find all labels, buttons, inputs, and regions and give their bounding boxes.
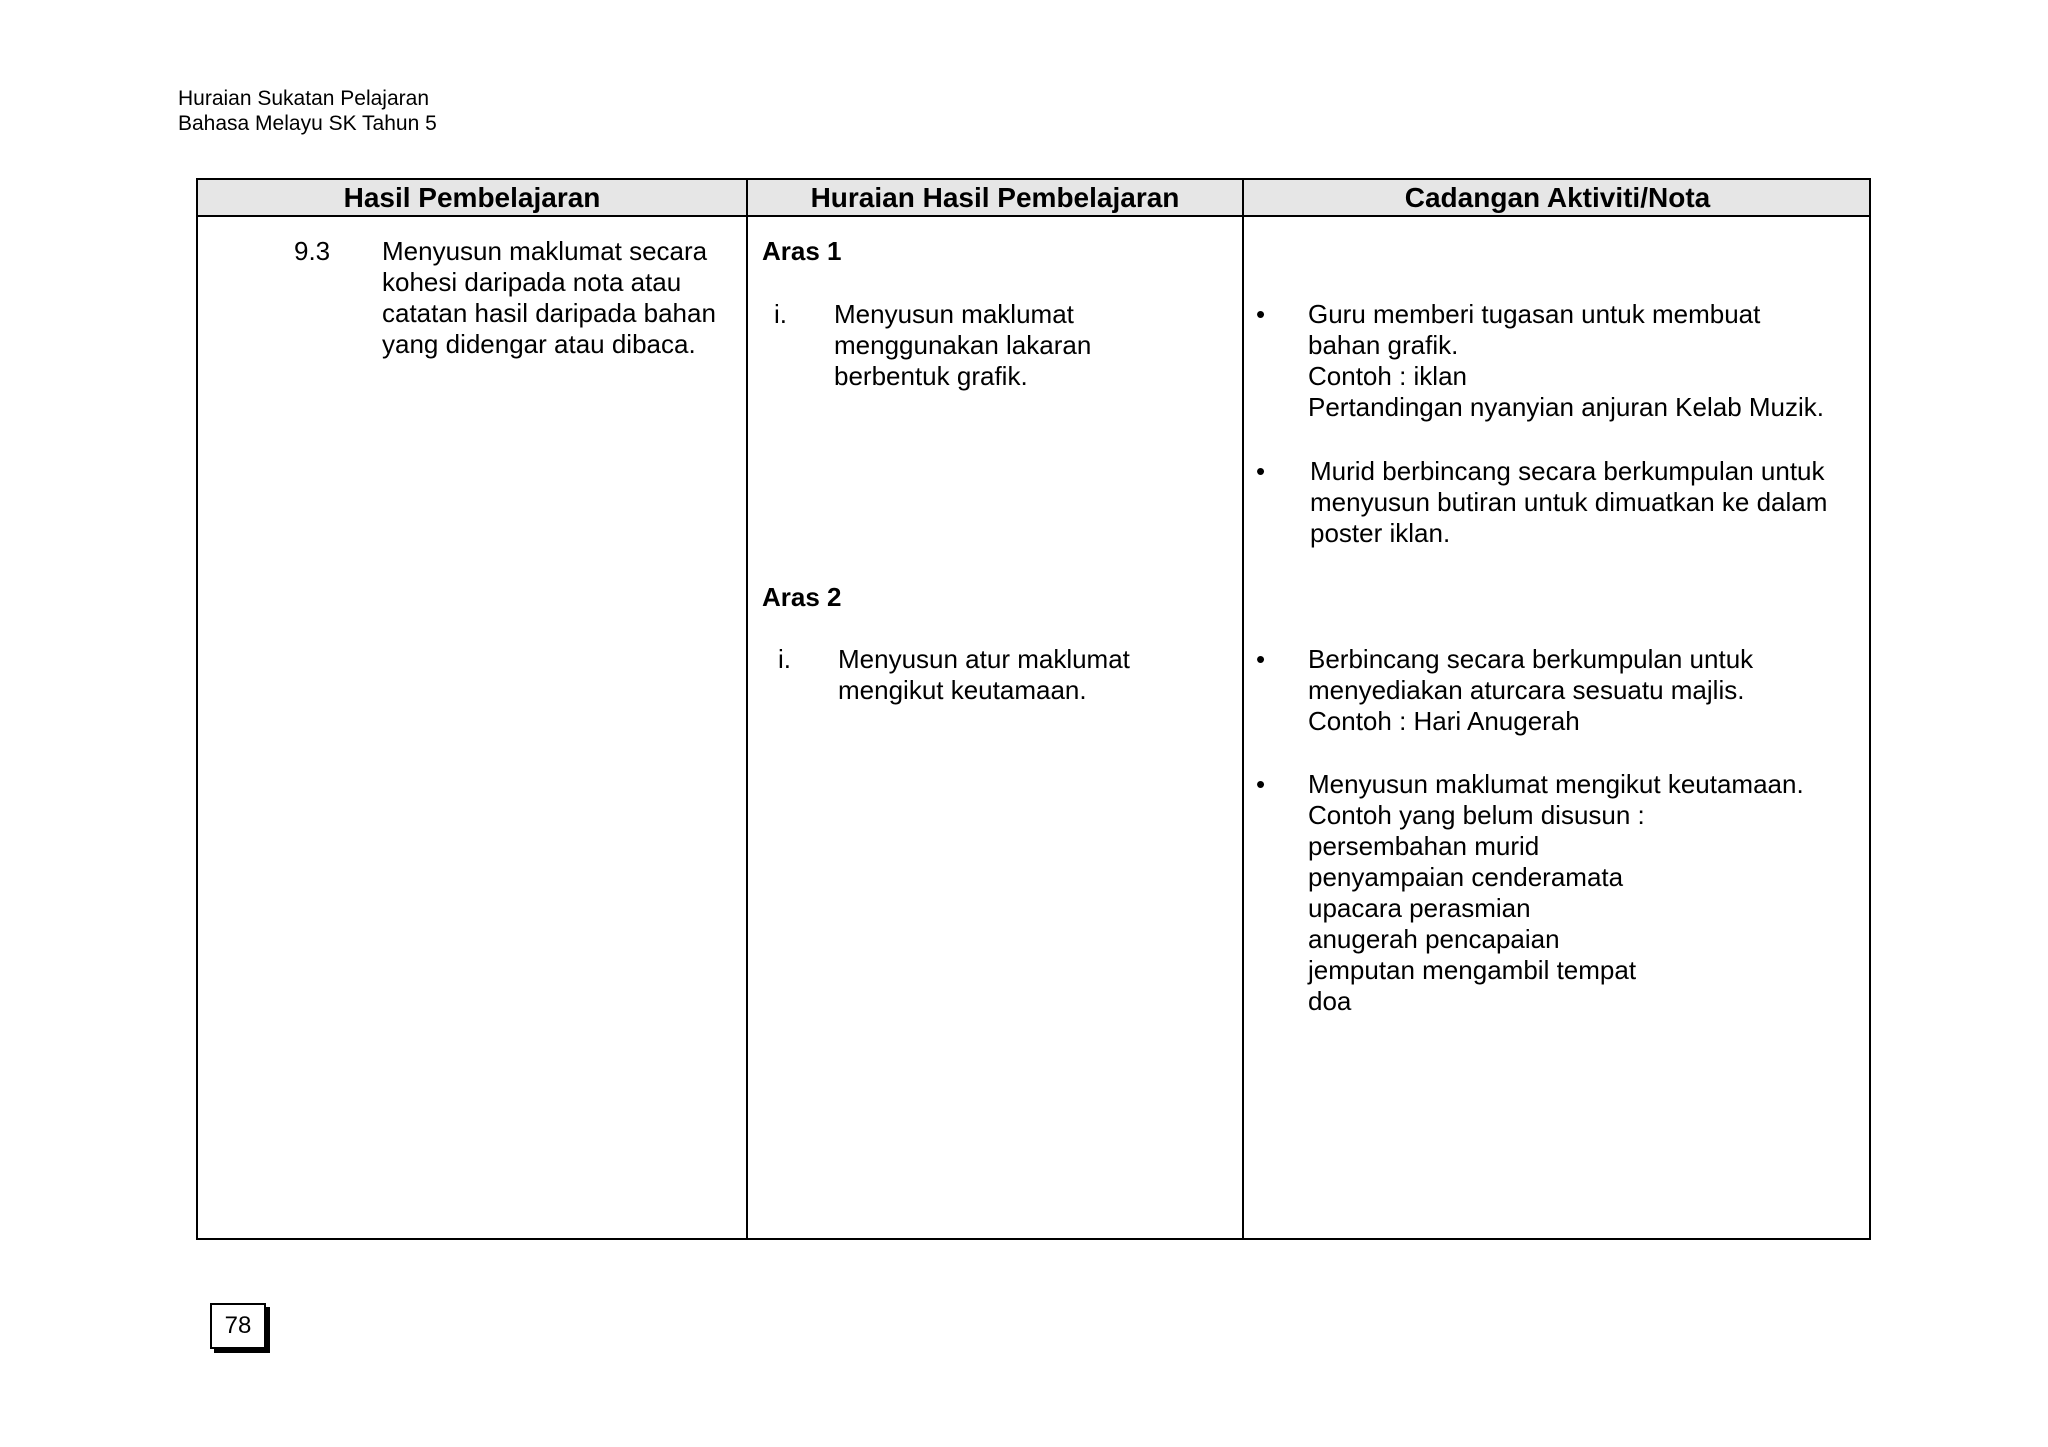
activity-line: upacara perasmian xyxy=(1308,893,1531,923)
activity-line: menyusun butiran untuk dimuatkan ke dalam xyxy=(1310,487,1828,517)
activity-item-3 xyxy=(1308,644,1753,737)
level-2-label: Aras 2 xyxy=(762,582,842,612)
table-header-row xyxy=(198,180,1869,217)
activity-line: menyediakan aturcara sesuatu majlis. xyxy=(1308,675,1745,705)
column-header-activities: Cadangan Aktiviti/Nota xyxy=(1404,182,1711,213)
outcome-line: catatan hasil daripada bahan xyxy=(382,298,716,328)
activity-line: jemputan mengambil tempat xyxy=(1308,955,1637,985)
level-2-line: mengikut keutamaan. xyxy=(838,675,1087,705)
level-1-label: Aras 1 xyxy=(762,236,842,266)
outcome-line: kohesi daripada nota atau xyxy=(382,267,682,297)
activity-item-1 xyxy=(1308,299,1824,423)
activity-line: Contoh yang belum disusun : xyxy=(1308,800,1645,830)
activity-line: Murid berbincang secara berkumpulan untuk xyxy=(1310,456,1825,486)
header-subtitle: Bahasa Melayu SK Tahun 5 xyxy=(178,112,437,135)
bullet-icon: • xyxy=(1256,456,1266,486)
document-header xyxy=(178,86,437,136)
syllabus-table xyxy=(196,178,1871,1240)
level-1-line: menggunakan lakaran xyxy=(834,330,1092,360)
activity-line: Pertandingan nyanyian anjuran Kelab Muzik. xyxy=(1308,392,1825,422)
activity-line: penyampaian cenderamata xyxy=(1308,862,1624,892)
activity-item-2 xyxy=(1310,456,1827,549)
level-2-item-marker: i. xyxy=(778,644,791,674)
activity-line: doa xyxy=(1308,986,1352,1016)
header-title: Huraian Sukatan Pelajaran xyxy=(178,87,429,110)
activity-line: anugerah pencapaian xyxy=(1308,924,1560,954)
level-2-item-text xyxy=(838,644,1130,706)
level-1-line: berbentuk grafik. xyxy=(834,361,1028,391)
activity-line: persembahan murid xyxy=(1308,831,1540,861)
bullet-icon: • xyxy=(1256,644,1266,674)
outcome-line: yang didengar atau dibaca. xyxy=(382,329,696,359)
column-divider xyxy=(746,180,748,1238)
column-divider xyxy=(1242,180,1244,1238)
level-2-line: Menyusun atur maklumat xyxy=(838,644,1130,674)
outcome-line: Menyusun maklumat secara xyxy=(382,236,708,266)
level-1-item-marker: i. xyxy=(774,299,787,329)
activity-line: bahan grafik. xyxy=(1308,330,1459,360)
activity-item-4 xyxy=(1308,769,1804,1017)
bullet-icon: • xyxy=(1256,769,1266,799)
column-header-outcome: Hasil Pembelajaran xyxy=(343,182,601,213)
activity-line: Contoh : iklan xyxy=(1308,361,1467,391)
page-number: 78 xyxy=(210,1303,266,1349)
activity-line: poster iklan. xyxy=(1310,518,1451,548)
activity-line: Berbincang secara berkumpulan untuk xyxy=(1308,644,1754,674)
level-1-line: Menyusun maklumat xyxy=(834,299,1074,329)
level-1-item-text xyxy=(834,299,1091,392)
activity-line: Menyusun maklumat mengikut keutamaan. xyxy=(1308,769,1804,799)
activity-line: Guru memberi tugasan untuk membuat xyxy=(1308,299,1761,329)
activity-line: Contoh : Hari Anugerah xyxy=(1308,706,1580,736)
outcome-number: 9.3 xyxy=(294,236,331,266)
column-header-description: Huraian Hasil Pembelajaran xyxy=(810,182,1180,213)
bullet-icon: • xyxy=(1256,299,1266,329)
outcome-text xyxy=(382,236,716,360)
